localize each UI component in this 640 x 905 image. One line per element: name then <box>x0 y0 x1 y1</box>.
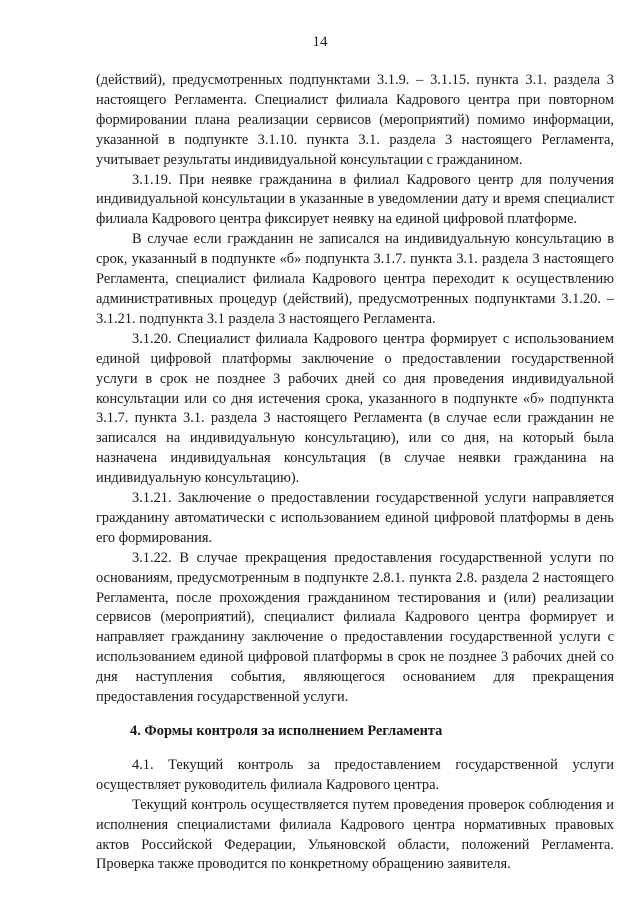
paragraph-4-1: 4.1. Текущий контроль за предоставлением государственной услуги осуществляет руководитель филиала Кадрового центра. <box>96 756 614 793</box>
paragraph-3-1-20: 3.1.20. Специалист филиала Кадрового центра формирует с использованием единой цифровой платформы заключение о предоставлении государственной услуги в срок не позднее 3 рабочих дней со дня проведения индивидуальной консультации или со дня истечения срока, указанного в подпункте «б» подпункта 3.1.7. пункта 3.1. раздела 3 настоящего Регламента (в случае если гражданин не записался на индивидуальную консультацию), или со дня, на который была назначена индивидуальная консультация (в случае неявки гражданина на индивидуальную консультацию). <box>96 330 614 487</box>
paragraph-3-1-21: 3.1.21. Заключение о предоставлении государственной услуги направляется гражданину автоматически с использованием единой цифровой платформы в день его формирования. <box>96 490 614 546</box>
paragraph-current-control: Текущий контроль осуществляется путем проведения проверок соблюдения и исполнения специалистами филиала Кадрового центра нормативных правовых актов Российской Федерации, Ульяновской области, положений Регламента. Проверка также проводится по конкретному обращению заявителя. <box>96 796 614 873</box>
document-body <box>96 71 614 875</box>
page-number: 14 <box>312 34 328 50</box>
paragraph-no-appointment: В случае если гражданин не записался на индивидуальную консультацию в срок, указанный в подпункте «б» подпункта 3.1.7. пункта 3.1. раздела 3 настоящего Регламента, специалист филиала Кадрового центра переходит к осуществлению административных процедур (действий), предусмотренных подпунктами 3.1.20. – 3.1.21. подпункта 3.1 раздела 3 настоящего Регламента. <box>96 231 614 327</box>
paragraph-3-1-19: 3.1.19. При неявке гражданина в филиал Кадрового центр для получения индивидуальной консультации в указанные в уведомлении дату и время специалист филиала Кадрового центра фиксирует неявку на единой цифровой платформе. <box>96 171 614 228</box>
paragraph-continuation: (действий), предусмотренных подпунктами 3.1.9. – 3.1.15. пункта 3.1. раздела 3 настоящего Регламента. Специалист филиала Кадрового центра при повторном формировании плана реализации сервисов (мероприятий) помимо информации, указанной в подпункте 3.1.10. пункта 3.1. раздела 3 настоящего Регламента, учитывает результаты индивидуальной консультации с гражданином. <box>96 72 614 168</box>
paragraph-3-1-22: 3.1.22. В случае прекращения предоставления государственной услуги по основаниям, предусмотренным в подпункте 2.8.1. пункта 2.8. раздела 2 настоящего Регламента, после прохождения гражданином тестирования и (или) реализации сервисов (мероприятий), специалист филиала Кадрового центра формирует и направляет гражданину заключение о предоставлении государственной услуги с использованием единой цифровой платформы в срок не позднее 3 рабочих дней со дня наступления события, являющегося основанием для прекращения предоставления государственной услуги. <box>96 549 614 706</box>
section-4-heading: 4. Формы контроля за исполнением Регламента <box>130 723 443 739</box>
